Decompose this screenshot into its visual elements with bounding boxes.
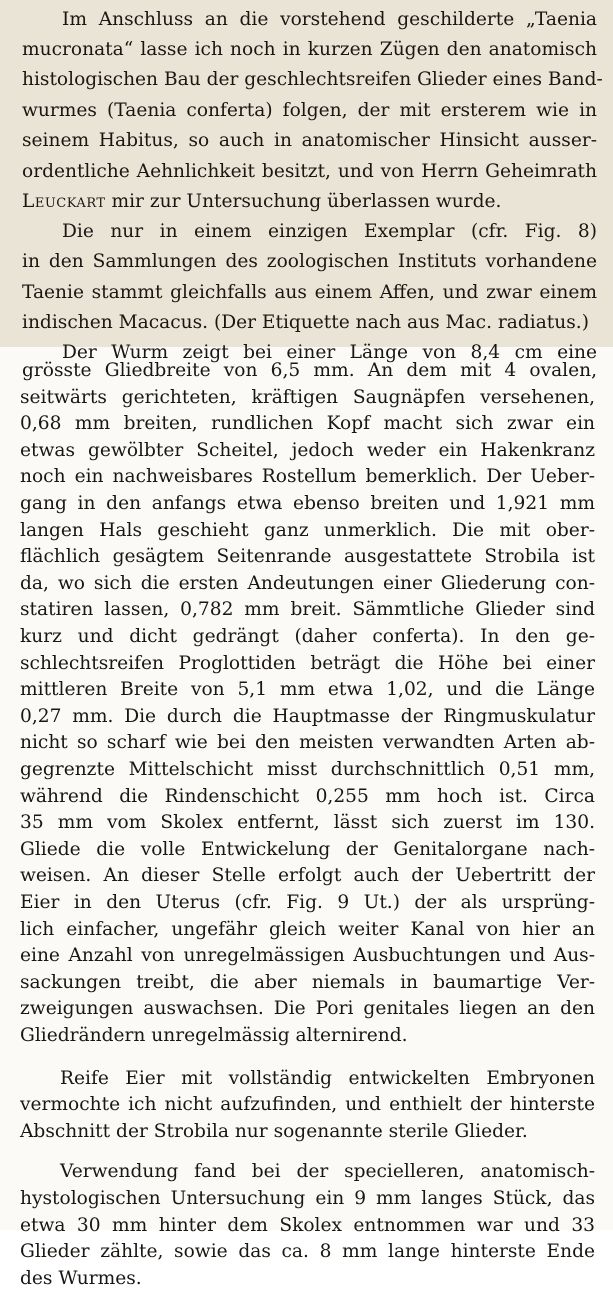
text-line: mucronata“ lasse ich noch in kurzen Zügen den anatomisch (22, 39, 597, 60)
text-line: hystologischen Untersuchung ein 9 mm langes Stück, das (20, 1188, 595, 1209)
text-line: indischen Macacus. (Der Etiquette nach aus Mac. radiatus.) (22, 312, 589, 333)
text-line: flächlich gesägtem Seitenrande ausgestattete Strobila ist (20, 546, 595, 567)
text-line: grösste Gliedbreite von 6,5 mm. An dem mit 4 ovalen, (22, 360, 597, 381)
text-line: sackungen treibt, die aber niemals in baumartige Ver- (20, 972, 595, 993)
text-line: gang in den anfangs etwa ebenso breiten und 1,921 mm (20, 493, 595, 514)
text-line: histologischen Bau der geschlechtsreifen Glieder eines Band- (22, 69, 603, 90)
text-line: etwas gewölbter Scheitel, jedoch weder ein Hakenkranz (20, 440, 595, 461)
text-line: etwa 30 mm hinter dem Skolex entnommen war und 33 (20, 1215, 595, 1236)
text-line: vermochte ich nicht aufzufinden, und enthielt der hinterste (20, 1094, 595, 1115)
text-line: Verwendung fand bei der specielleren, anatomisch- (60, 1161, 595, 1182)
text-line: Reife Eier mit vollständig entwickelten Embryonen (60, 1068, 595, 1089)
text-line: 0,68 mm breiten, rundlichen Kopf macht sich zwar ein (20, 413, 595, 434)
text-line: eine Anzahl von unregelmässigen Ausbuchtungen und Aus- (20, 945, 595, 966)
text-line: weisen. An dieser Stelle erfolgt auch der Uebertritt der (20, 865, 595, 886)
text-line: in den Sammlungen des zoologischen Instituts vorhandene (22, 251, 597, 272)
text-line: 0,27 mm. Die durch die Hauptmasse der Ringmuskulatur (20, 706, 595, 727)
text-line: ordentliche Aehnlichkeit besitzt, und von Herrn Geheimrath (22, 161, 597, 182)
text-line: Die nur in einem einzigen Exemplar (cfr. Fig. 8) (62, 221, 597, 242)
text-line: da, wo sich die ersten Andeutungen einer Gliederung con- (20, 573, 595, 594)
text-span: mir zur Untersuchung überlassen wurde. (111, 191, 502, 212)
text-line: mittleren Breite von 5,1 mm etwa 1,02, und die Länge (20, 679, 595, 700)
text-line: schlechtsreifen Proglottiden beträgt die Höhe bei einer (20, 653, 595, 674)
text-line: gegrenzte Mittelschicht misst durchschnittlich 0,51 mm, (20, 759, 595, 780)
text-line: noch ein nachweisbares Rostellum bemerklich. Der Ueber- (20, 466, 595, 487)
text-line: Der Wurm zeigt bei einer Länge von 8,4 cm eine (62, 342, 597, 363)
text-line: nicht so scharf wie bei den meisten verwandten Arten ab- (20, 732, 595, 753)
text-line (22, 187, 597, 217)
text-line: Eier in den Uterus (cfr. Fig. 9 Ut.) der als ursprüng- (20, 892, 595, 913)
text-line: seinem Habitus, so auch in anatomischer Hinsicht ausser- (22, 130, 597, 151)
author-name: Leuckart (22, 191, 106, 212)
text-line: lich einfacher, ungefähr gleich weiter Kanal von hier an (20, 919, 595, 940)
text-line: Abschnitt der Strobila nur sogenannte sterile Glieder. (20, 1121, 528, 1142)
text-line: seitwärts gerichteten, kräftigen Saugnäpfen versehenen, (20, 387, 595, 408)
text-line: des Wurmes. (20, 1268, 142, 1289)
text-line: 35 mm vom Skolex entfernt, lässt sich zuerst im 130. (20, 812, 595, 833)
text-line: kurz und dicht gedrängt (daher conferta). In den ge- (20, 626, 595, 647)
text-line: Gliede die volle Entwickelung der Genitalorgane nach- (20, 839, 595, 860)
text-line: während die Rindenschicht 0,255 mm hoch ist. Circa (20, 786, 595, 807)
text-line: statiren lassen, 0,782 mm breit. Sämmtliche Glieder sind (20, 599, 595, 620)
text-line: Taenie stammt gleichfalls aus einem Affen, und zwar einem (22, 282, 597, 303)
text-line: Im Anschluss an die vorstehend geschilderte „Taenia (62, 9, 597, 30)
text-line: Gliedrändern unregelmässig alternirend. (20, 1025, 408, 1046)
text-line: zweigungen auswachsen. Die Pori genitales liegen an den (20, 998, 595, 1019)
text-line: langen Hals geschieht ganz unmerklich. Die mit ober- (20, 520, 595, 541)
text-line: Glieder zählte, sowie das ca. 8 mm lange hinterste Ende (20, 1241, 595, 1262)
text-line: wurmes (Taenia conferta) folgen, der mit ersterem wie in (22, 100, 597, 121)
